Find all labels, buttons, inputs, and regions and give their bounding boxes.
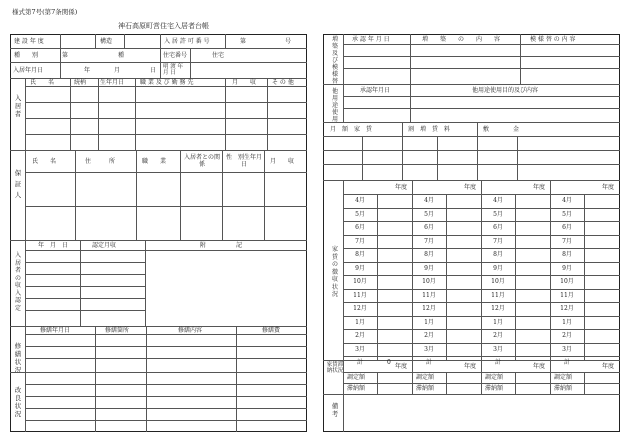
repair-col-content: 修繕内容 — [178, 327, 203, 334]
rent-col-deposit: 敷 金 — [483, 126, 520, 133]
collection-month-label: 8月 — [562, 251, 572, 258]
remarks-label: 備考 — [331, 402, 339, 418]
house-jutaku: 住宅 — [212, 52, 225, 59]
move-in-nen: 年 — [84, 67, 91, 74]
move-in-hi: 日 — [150, 67, 157, 74]
guarantor-col-relation: 入居者との関係 — [184, 154, 221, 168]
collection-month-label: 7月 — [424, 237, 434, 245]
tenant-col-income: 月 収 — [232, 79, 257, 86]
income-col-note: 附 記 — [200, 242, 243, 249]
guarantor-col-income: 月 収 — [270, 158, 295, 165]
repair-col-date: 修繕年月日 — [40, 327, 71, 334]
collection-year-label: 年度 — [464, 184, 477, 191]
collection-first-total: 0 — [387, 359, 391, 366]
repair-col-place: 修繕箇所 — [105, 327, 130, 334]
arrears-year-label: 年度 — [533, 363, 546, 370]
approval-col-extension: 増 築 の 内 容 — [422, 36, 501, 43]
arrears-year-label: 年度 — [464, 363, 477, 370]
collection-month-label: 10月 — [353, 278, 367, 285]
collection-month-label: 10月 — [491, 278, 505, 285]
collection-month-label: 11月 — [422, 291, 436, 299]
income-section-label: 入居者の収入認定 — [14, 252, 21, 312]
collection-month-label: 6月 — [355, 224, 365, 231]
arrears-arrear-label: 滞納額 — [347, 385, 366, 392]
kind-label: 種 別 — [14, 52, 39, 59]
arrears-section-label: 家賃滞納状況 — [326, 362, 344, 374]
collection-month-label: 3月 — [562, 345, 572, 353]
collection-month-label: 2月 — [355, 332, 365, 339]
collection-month-label: 5月 — [424, 210, 434, 218]
transfer-date-label: 明 渡 年 月 日 — [163, 64, 183, 76]
collection-month-label: 8月 — [355, 251, 365, 258]
collection-month-label: 10月 — [560, 278, 574, 285]
other-use-col-purpose: 他用途使用目的及び内容 — [472, 87, 539, 94]
collection-month-label: 1月 — [562, 318, 572, 326]
collection-month-label: 3月 — [424, 345, 434, 353]
arrears-assessed-label: 調定額 — [554, 374, 573, 381]
collection-month-label: 2月 — [424, 332, 434, 339]
collection-month-label: 9月 — [562, 264, 572, 272]
collection-month-label: 6月 — [562, 224, 572, 231]
collection-month-label: 1月 — [355, 318, 365, 326]
move-in-label: 入居年月日 — [13, 67, 44, 74]
permit-no-label: 入 居 許 可 番 号 — [164, 38, 210, 45]
collection-month-label: 4月 — [562, 197, 572, 204]
tenant-col-other: そ の 他 — [272, 79, 294, 86]
collection-month-label: 11月 — [560, 291, 574, 299]
tenant-col-name: 氏 名 — [30, 79, 55, 86]
other-use-section-label: 他用途使用 — [331, 88, 338, 123]
permit-go: 号 — [285, 38, 292, 45]
collection-total-label: 計 — [494, 359, 501, 366]
structure-label: 構造 — [100, 38, 113, 45]
collection-month-label: 7月 — [355, 237, 365, 245]
approval-section-label: 増築及び模様替 — [331, 36, 338, 85]
collection-month-label: 4月 — [493, 197, 503, 204]
guarantor-col-name: 氏 名 — [32, 158, 57, 165]
tenant-col-relation: 続柄 — [74, 79, 87, 86]
collection-month-label: 12月 — [353, 305, 367, 312]
arrears-assessed-label: 調定額 — [347, 374, 366, 381]
collection-month-label: 3月 — [355, 345, 365, 353]
collection-month-label: 8月 — [424, 251, 434, 258]
income-col-monthly: 認定月収 — [92, 242, 117, 249]
collection-month-label: 10月 — [422, 278, 436, 285]
collection-month-label: 1月 — [493, 318, 503, 326]
collection-month-label: 9月 — [493, 264, 503, 272]
tenant-col-job: 職 業 及 び 勤 務 先 — [140, 79, 194, 86]
collection-month-label: 11月 — [353, 291, 367, 299]
approval-col-remodel: 模 様 替 の 内 容 — [530, 36, 576, 43]
arrears-arrear-label: 滞納額 — [485, 385, 504, 392]
collection-month-label: 1月 — [424, 318, 434, 326]
collection-year-label: 年度 — [533, 184, 546, 191]
repair-col-cost: 修繕費 — [262, 327, 281, 334]
collection-month-label: 6月 — [424, 224, 434, 231]
arrears-year-label: 年度 — [395, 363, 408, 370]
kind-dai: 第 — [62, 52, 69, 59]
collection-month-label: 4月 — [355, 197, 365, 204]
collection-month-label: 5月 — [355, 210, 365, 218]
collection-month-label: 8月 — [493, 251, 503, 258]
approval-col-date: 承 認 年 月 日 — [352, 36, 390, 43]
repair-section-label: 修繕状況 — [14, 342, 22, 374]
rent-col-surcharge: 割 増 賃 料 — [408, 126, 451, 133]
guarantor-section-label: 保証人 — [14, 169, 22, 199]
arrears-assessed-label: 調定額 — [416, 374, 435, 381]
tenant-section-label: 入居者 — [14, 94, 22, 118]
collection-total-label: 計 — [356, 359, 363, 366]
rent-col-monthly: 月 額 家 賃 — [330, 126, 373, 133]
arrears-arrear-label: 滞納額 — [554, 385, 573, 392]
arrears-assessed-label: 調定額 — [485, 374, 504, 381]
improve-section-label: 改良状況 — [14, 386, 22, 418]
collection-total-label: 計 — [563, 359, 570, 366]
collection-month-label: 5月 — [562, 210, 572, 218]
guarantor-col-job: 職 業 — [142, 158, 167, 165]
collection-month-label: 3月 — [493, 345, 503, 353]
guarantor-col-address: 住 所 — [85, 158, 116, 165]
collection-year-label: 年度 — [602, 184, 615, 191]
collection-month-label: 12月 — [422, 305, 436, 312]
build-year-label: 建 設 年 度 — [14, 38, 44, 45]
arrears-arrear-label: 滞納額 — [416, 385, 435, 392]
collection-month-label: 12月 — [491, 305, 505, 312]
collection-month-label: 5月 — [493, 210, 503, 218]
collection-month-label: 9月 — [424, 264, 434, 272]
form-label: 様式第7号(第7条関係) — [12, 8, 78, 16]
collection-total-label: 計 — [425, 359, 432, 366]
arrears-year-label: 年度 — [602, 363, 615, 370]
collection-year-label: 年度 — [395, 184, 408, 191]
collection-month-label: 11月 — [491, 291, 505, 299]
collection-month-label: 4月 — [424, 197, 434, 204]
collection-month-label: 2月 — [493, 332, 503, 339]
other-use-col-date: 承認年月日 — [360, 87, 391, 94]
collection-month-label: 9月 — [355, 264, 365, 272]
tenant-col-birth: 生年月日 — [100, 79, 125, 86]
collection-month-label: 7月 — [493, 237, 503, 245]
permit-dai: 第 — [240, 38, 247, 45]
collection-month-label: 6月 — [493, 224, 503, 231]
kind-shu: 種 — [118, 52, 125, 59]
guarantor-col-sex-birth: 性 別生年月日 — [226, 154, 263, 168]
collection-month-label: 2月 — [562, 332, 572, 339]
collection-month-label: 12月 — [560, 305, 574, 312]
collection-month-label: 7月 — [562, 237, 572, 245]
income-col-date: 年 月 日 — [38, 242, 69, 249]
collection-section-label: 家賃の徴収状況 — [331, 246, 338, 298]
move-in-tsuki: 月 — [114, 67, 121, 74]
house-no-label: 住宅番号 — [163, 52, 188, 59]
page-title: 神石高原町営住宅入居者台帳 — [118, 22, 209, 30]
